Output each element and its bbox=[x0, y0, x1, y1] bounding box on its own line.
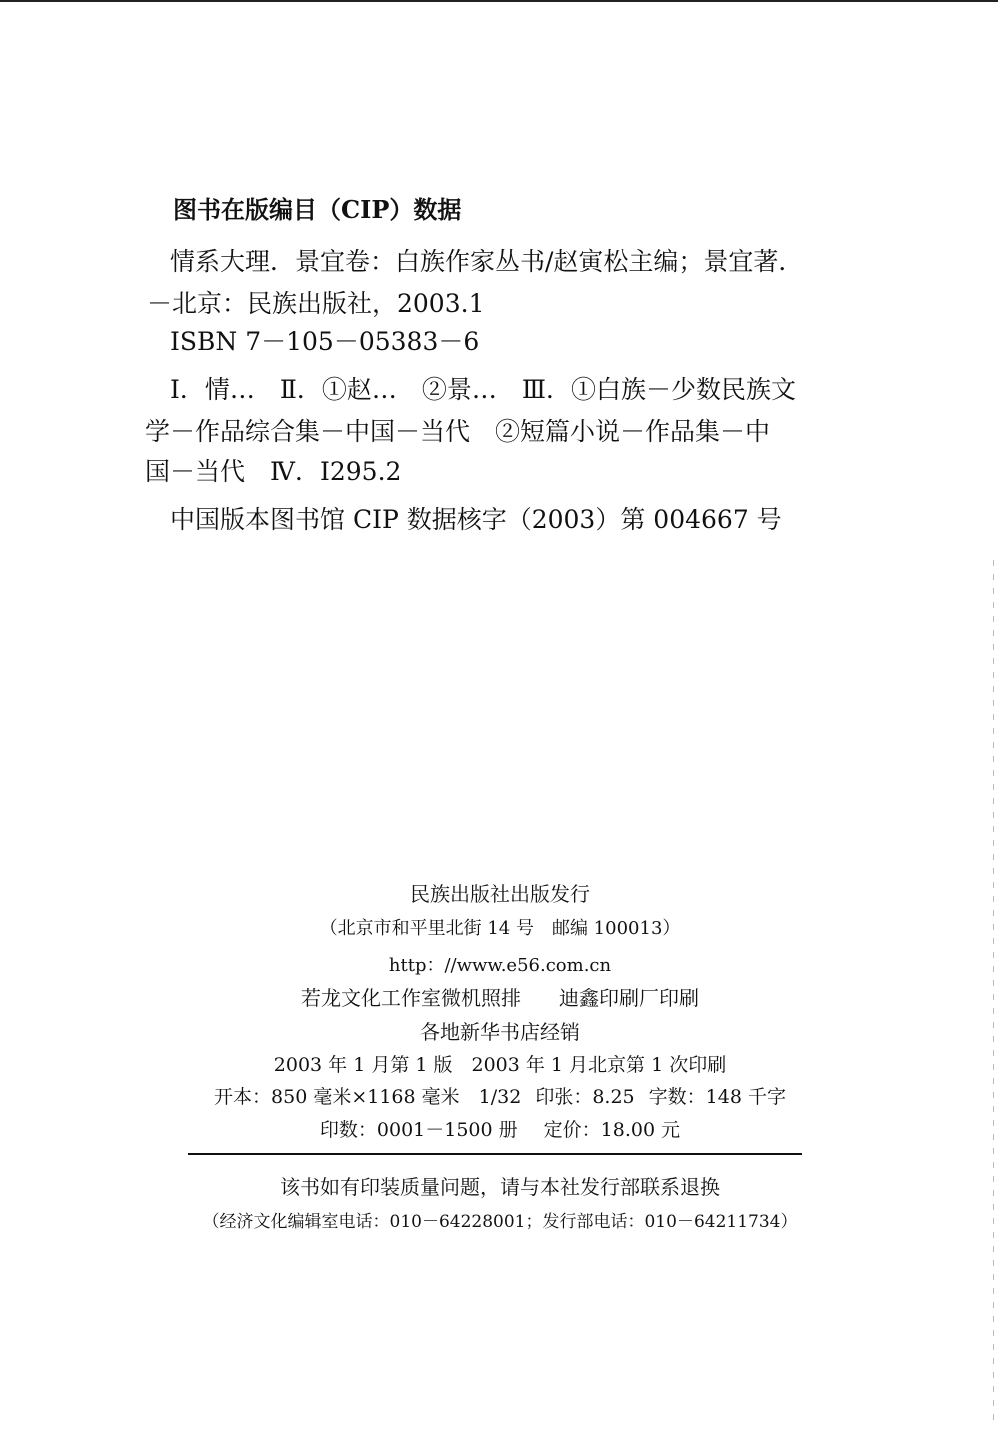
price-text: 定价：18.00 元 bbox=[543, 1119, 681, 1141]
contact-line: （经济文化编辑室电话：010－64228001；发行部电话：010－64211734） bbox=[202, 1212, 798, 1232]
cip-number-line: 中国版本图书馆 CIP 数据核字（2003）第 004667 号 bbox=[170, 505, 782, 534]
print-run-text: 印数：0001－1500 册 bbox=[319, 1119, 518, 1141]
printer-text: 迪鑫印刷厂印刷 bbox=[559, 986, 699, 1010]
isbn-line: ISBN 7－105－05383－6 bbox=[170, 327, 480, 356]
cip-imprint-line: －北京：民族出版社，2003.1 bbox=[147, 289, 485, 318]
divider bbox=[188, 1153, 802, 1155]
specs-line bbox=[180, 1082, 820, 1109]
page-top-edge bbox=[0, 0, 998, 2]
address-line: （北京市和平里北街 14 号 邮编 100013） bbox=[319, 918, 681, 939]
production-line bbox=[180, 982, 820, 1011]
scan-edge-marks bbox=[993, 560, 994, 1420]
publisher-line: 民族出版社出版发行 bbox=[410, 882, 590, 906]
distribution-line: 各地新华书店经销 bbox=[420, 1020, 580, 1044]
edition-line: 2003 年 1 月第 1 版 2003 年 1 月北京第 1 次印刷 bbox=[273, 1054, 727, 1076]
cip-title-line: 情系大理．景宜卷：白族作家丛书/赵寅松主编；景宜著． bbox=[170, 247, 804, 276]
print-run-price-line bbox=[180, 1115, 820, 1142]
quality-notice: 该书如有印装质量问题，请与本社发行部联系退换 bbox=[280, 1175, 720, 1199]
website-line: http：//www.e56.com.cn bbox=[388, 955, 612, 976]
cip-subject-line: 国－当代 Ⅳ．I295.2 bbox=[145, 457, 402, 486]
format-text: 开本：850 毫米×1168 毫米 1/32 bbox=[214, 1086, 522, 1108]
sheets-text: 印张：8.25 bbox=[535, 1086, 635, 1108]
cip-heading: 图书在版编目（CIP）数据 bbox=[173, 195, 462, 224]
word-count-text: 字数：148 千字 bbox=[648, 1086, 786, 1108]
cip-subject-line: 学－作品综合集－中国－当代 ②短篇小说－作品集－中 bbox=[145, 417, 771, 446]
cip-subject-line: Ⅰ．情… Ⅱ．①赵… ②景… Ⅲ．①白族－少数民族文 bbox=[170, 375, 796, 404]
typesetter-text: 若龙文化工作室微机照排 bbox=[301, 986, 521, 1010]
